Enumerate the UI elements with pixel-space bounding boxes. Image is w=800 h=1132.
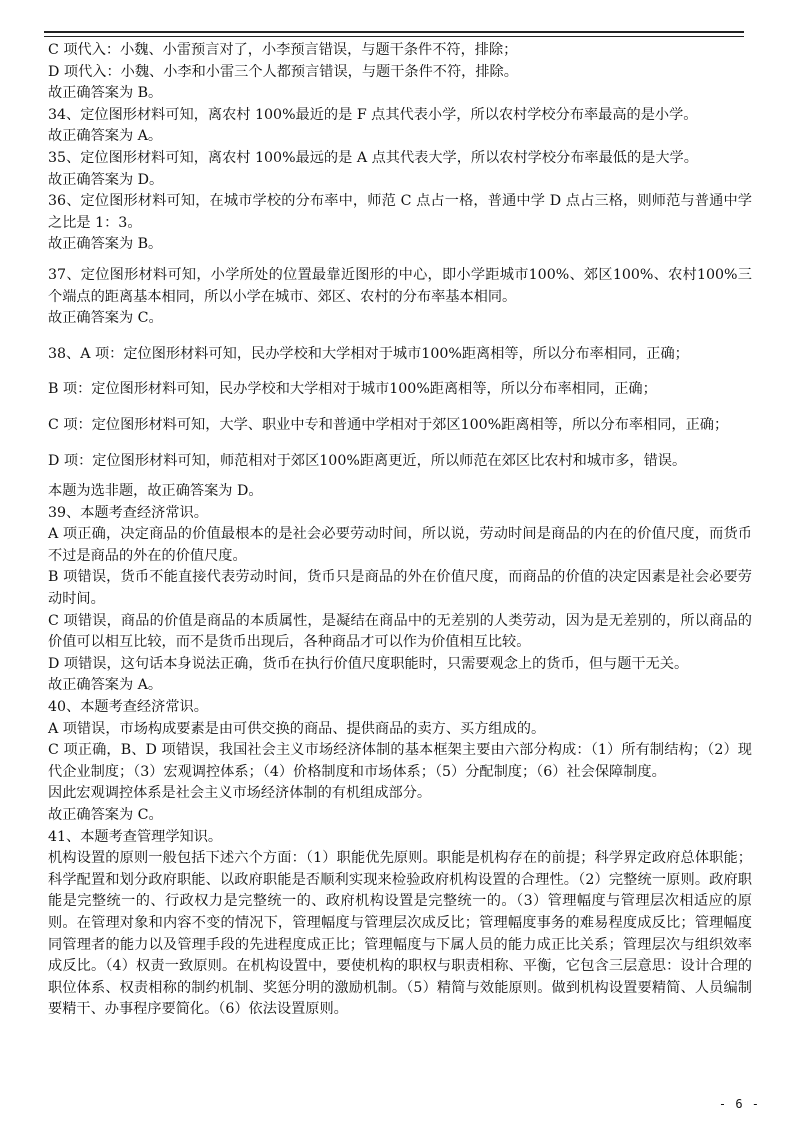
paragraph: 因此宏观调控体系是社会主义市场经济体制的有机组成部分。 <box>48 785 432 802</box>
paragraph: 故正确答案为 A。 <box>48 128 163 145</box>
paragraph: 38、A 项：定位图形材料可知，民办学校和大学相对于城市100%距离相等，所以分布率相同，正确； <box>48 345 689 362</box>
paragraph: 故正确答案为 D。 <box>48 171 164 188</box>
paragraph: 36、定位图形材料可知，在城市学校的分布率中，师范 C 点占一格，普通中学 D 点占三格，则师范与普通中学之比是 1：3。 <box>48 193 752 231</box>
paragraph: 37、定位图形材料可知，小学所处的位置最靠近图形的中心，即小学距城市100%、郊区100%、农村100%三个端点的距离基本相同，所以小学在城市、郊区、农村的分布率基本相同。 <box>48 266 752 305</box>
page-content <box>48 40 752 1021</box>
paragraph: 41、本题考查管理学知识。 <box>48 828 223 845</box>
page-number: - 6 - <box>718 1097 760 1111</box>
paragraph: C 项正确，B、D 项错误，我国社会主义市场经济体制的基本框架主要由六部分构成：（1）所有制结构；（2）现代企业制度；（3）宏观调控体系；（4）价格制度和市场体系；（5）分配制度；（6）社会保障制度。 <box>48 742 752 780</box>
paragraph: B 项错误，货币不能直接代表劳动时间，货币只是商品的外在价值尺度，而商品的价值的决定因素是社会必要劳动时间。 <box>48 569 752 608</box>
paragraph: 本题为选非题，故正确答案为 D。 <box>48 483 263 500</box>
paragraph: C 项错误，商品的价值是商品的本质属性，是凝结在商品中的无差别的人类劳动，因为是无差别的，所以商品的价值可以相互比较，而不是货币出现后，各种商品才可以作为价值相互比较。 <box>48 612 752 651</box>
header-rule-thin <box>44 36 744 37</box>
paragraph: 34、定位图形材料可知，离农村 100%最近的是 F 点其代表小学，所以农村学校分布率最高的是小学。 <box>48 106 698 123</box>
paragraph: C 项：定位图形材料可知，大学、职业中专和普通中学相对于郊区100%距离相等，所以分布率相同，正确； <box>48 416 729 433</box>
header-rule-thick <box>44 31 744 33</box>
paragraph: 机构设置的原则一般包括下述六个方面：（1）职能优先原则。职能是机构存在的前提；科学界定政府总体职能；科学配置和划分政府职能、以政府职能是否顺利实现来检验政府机构设置的合理性。（2）完整统一原则。政府职能是完整统一的、行政权力是完整统一的、政府机构设置是完整统一的。（3）管理幅度与管理层次相适应的原则。在管理对象和内容不变的情况下，管理幅度与管理层次成反比；管理幅度事务的难易程度成反比；管理幅度同管理者的能力以及管理手段的先进程度成正比；管理幅度与下属人员的能力成正比关系；管理层次与组织效率成反比。（4）权责一致原则。在机构设置中，要使机构的职权与职责相称、平衡，它包含三层意思：设计合理的职位体系、权责相称的制约机制、奖惩分明的激励机制。（5）精简与效能原则。做到机构设置要精简、人员编制要精干、办事程序要简化。（6）依法设置原则。 <box>48 850 752 1018</box>
paragraph: 故正确答案为 B。 <box>48 236 163 253</box>
paragraph: D 项错误，这句话本身说法正确，货币在执行价值尺度职能时，只需要观念上的货币，但与题干无关。 <box>48 655 689 672</box>
paragraph: C 项代入：小魏、小雷预言对了，小李预言错误，与题干条件不符，排除； <box>48 42 518 58</box>
paragraph: 故正确答案为 C。 <box>48 807 163 823</box>
paragraph: 40、本题考查经济常识。 <box>48 699 208 716</box>
paragraph: A 项错误，市场构成要素是由可供交换的商品、提供商品的卖方、买方组成的。 <box>48 720 546 737</box>
paragraph: B 项：定位图形材料可知，民办学校和大学相对于城市100%距离相等，所以分布率相同，正确； <box>48 381 657 398</box>
paragraph: A 项正确，决定商品的价值最根本的是社会必要劳动时间，所以说，劳动时间是商品的内在的价值尺度，而货币不过是商品的外在的价值尺度。 <box>48 526 752 564</box>
paragraph: 39、本题考查经济常识。 <box>48 504 208 521</box>
paragraph: 35、定位图形材料可知，离农村 100%最远的是 A 点其代表大学，所以农村学校分布率最低的是大学。 <box>48 149 698 166</box>
paragraph: 故正确答案为 B。 <box>48 85 163 102</box>
paragraph: 故正确答案为 C。 <box>48 310 163 327</box>
paragraph: D 项代入：小魏、小李和小雷三个人都预言错误，与题干条件不符，排除。 <box>48 63 518 80</box>
paragraph: 故正确答案为 A。 <box>48 677 163 694</box>
paragraph: D 项：定位图形材料可知，师范相对于郊区100%距离更近，所以师范在郊区比农村和城市多，错误。 <box>48 452 687 469</box>
